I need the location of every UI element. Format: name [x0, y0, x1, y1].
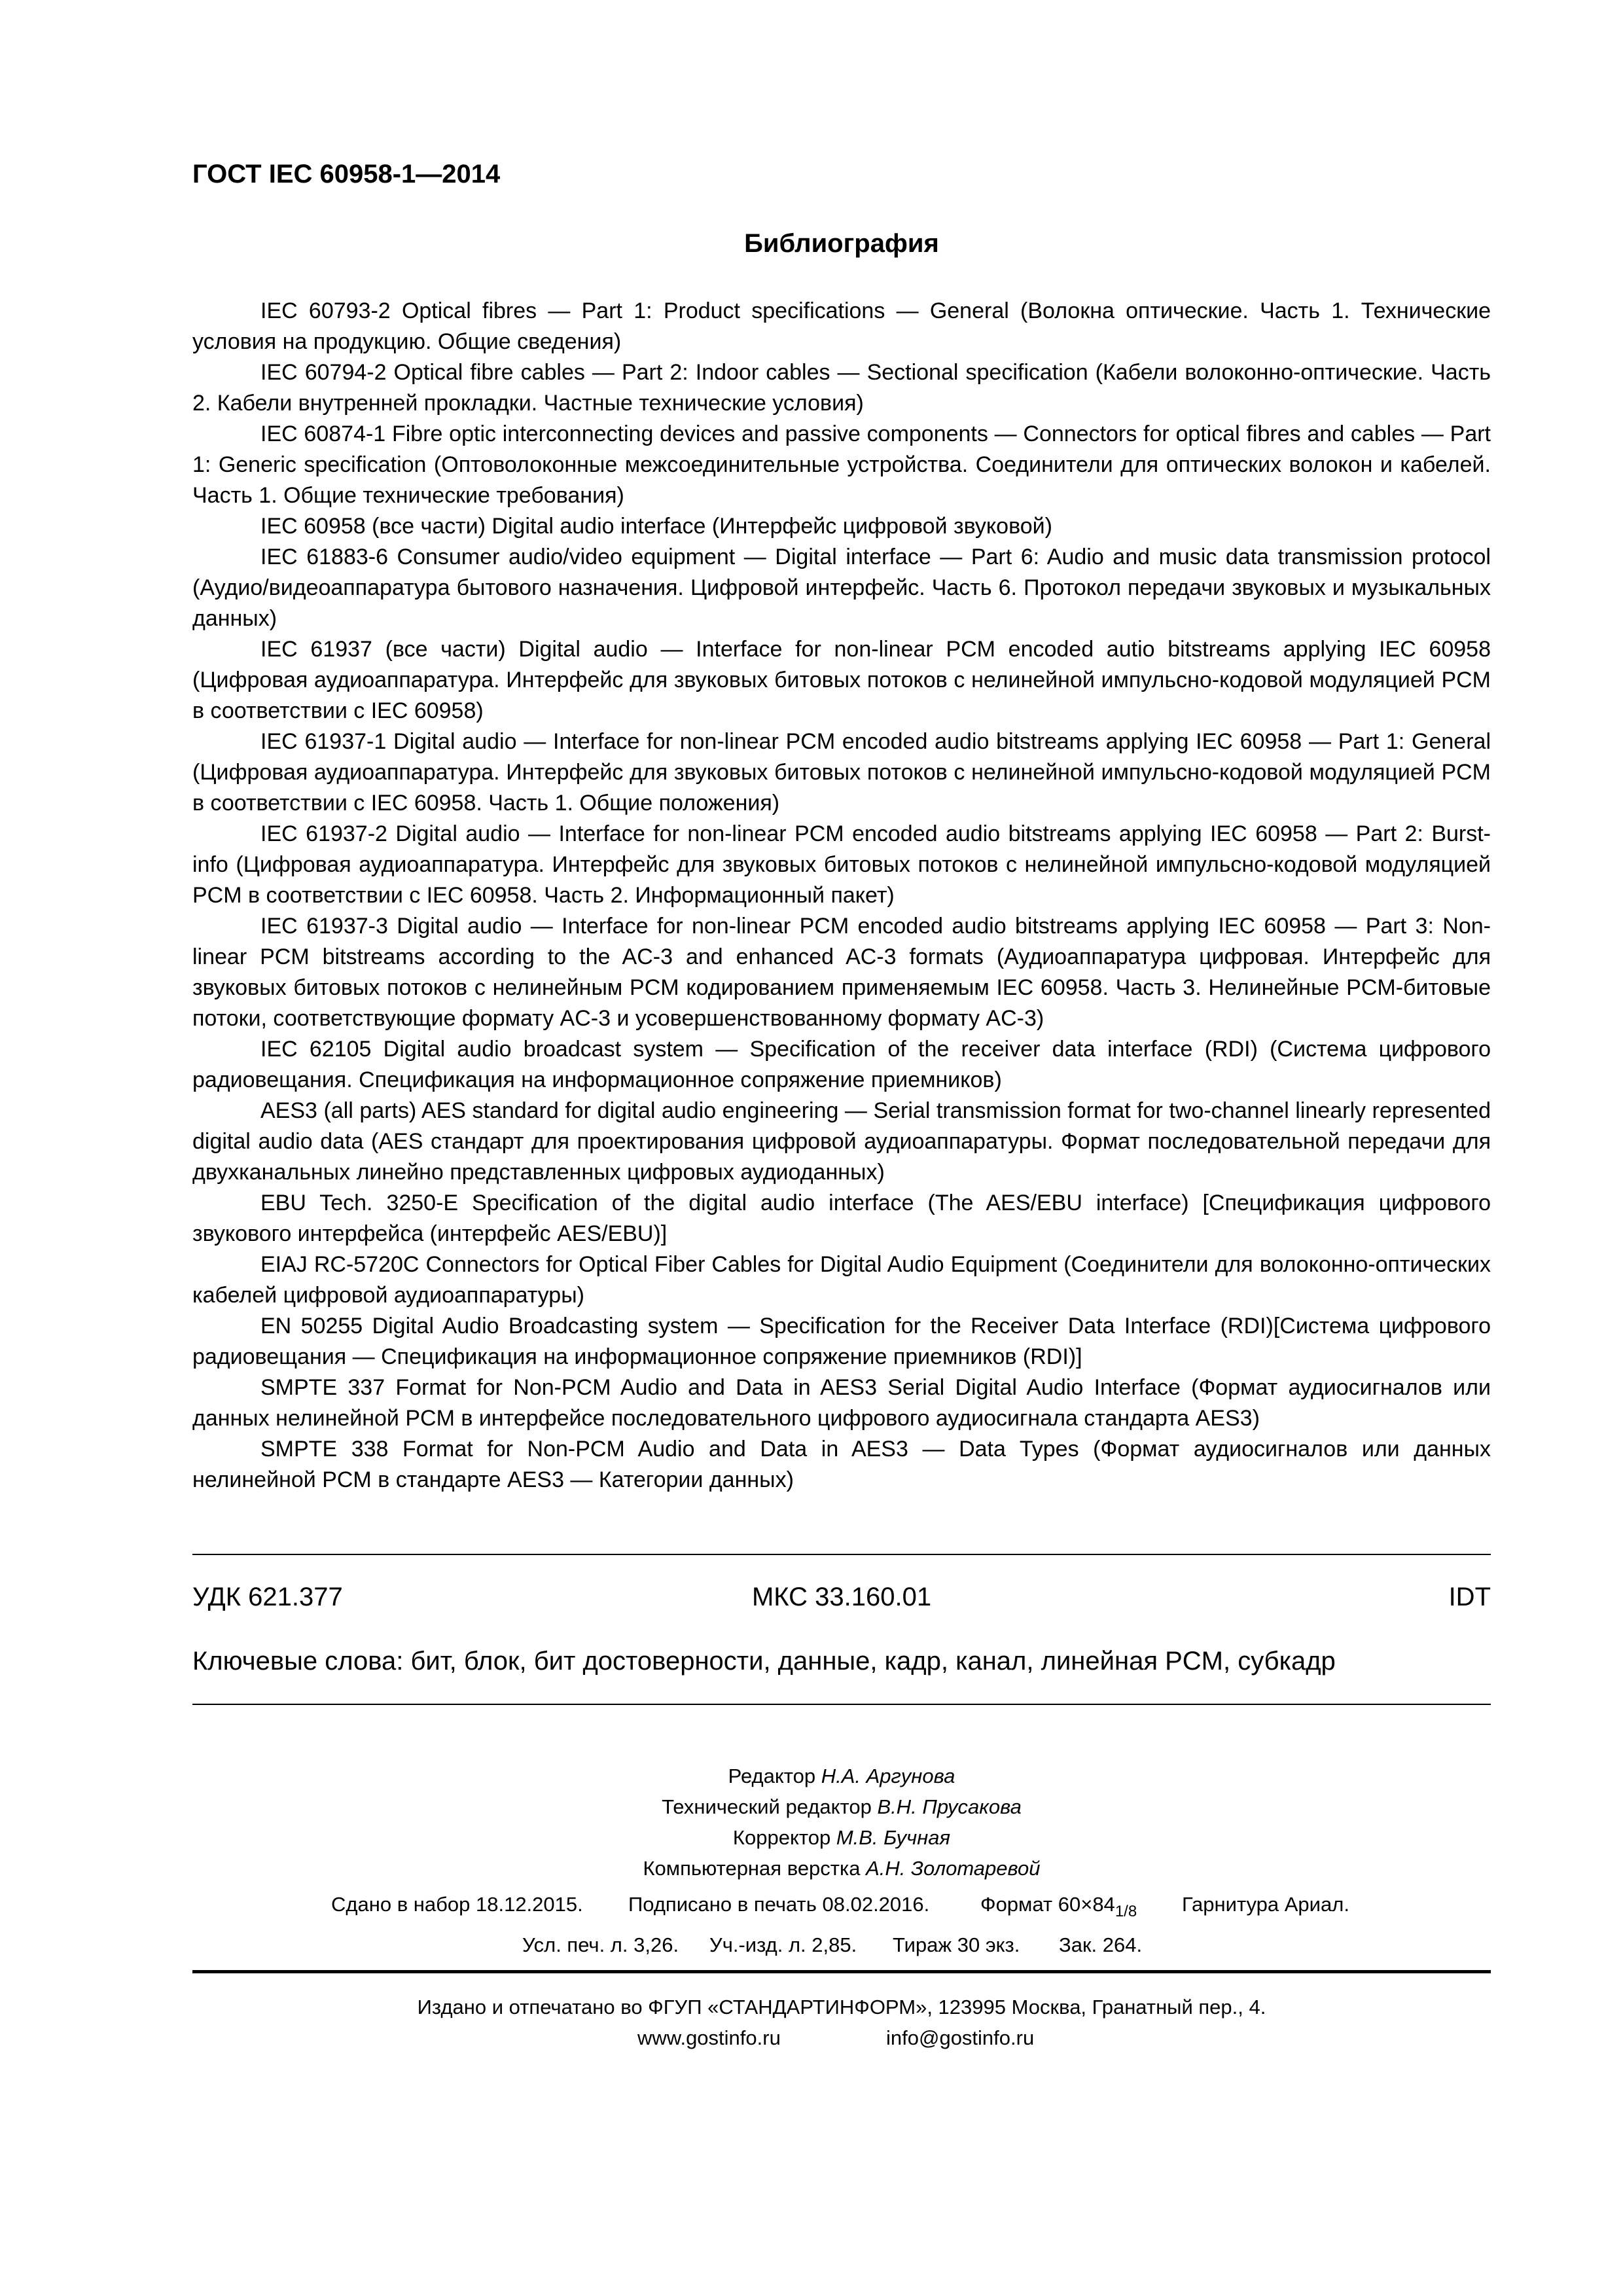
- divider-bottom: [192, 1970, 1491, 1973]
- bibliography-entry: IEC 60874-1 Fibre optic interconnecting devices and passive components — Connectors for optical fibres and cables — Part 1: Generic specification (Оптоволоконные межсоединительные устройства. Соединители для оптических волокон и кабелей. Часть 1. Общие технические требования): [192, 422, 1491, 508]
- editor-label: Редактор: [728, 1765, 816, 1787]
- bibliography-entry: IEC 60958 (все части) Digital audio interface (Интерфейс цифровой звуковой): [260, 514, 1052, 539]
- bibliography-entry: IEC 62105 Digital audio broadcast system — Specification of the receiver data interface (RDI) (Система цифрового радиовещания. Спецификация на информационное сопряжение приемников): [192, 1037, 1491, 1092]
- typeface: Гарнитура Ариал.: [1182, 1893, 1349, 1916]
- bibliography-entry: IEC 60793-2 Optical fibres — Part 1: Product specifications — General (Волокна оптические. Часть 1. Технические условия на продукцию. Общие сведения): [192, 298, 1491, 354]
- format-label: Формат 60×84: [980, 1893, 1115, 1916]
- bibliography-entry: SMPTE 337 Format for Non-PCM Audio and Data in AES3 Serial Digital Audio Interface (Формат аудиосигналов или данных нелинейной PCM в интерфейсе последовательного цифрового аудиосигнала стандарта AES3): [192, 1375, 1491, 1431]
- publisher-sheets: Уч.-изд. л. 2,85.: [709, 1933, 857, 1956]
- bibliography-entry: EIAJ RC-5720C Connectors for Optical Fiber Cables for Digital Audio Equipment (Соединители для волоконно-оптических кабелей цифровой аудиоаппаратуры): [192, 1252, 1491, 1308]
- bibliography-entry: IEC 61937 (все части) Digital audio — Interface for non-linear PCM encoded autio bitstreams applying IEC 60958 (Цифровая аудиоаппаратура. Интерфейс для звуковых битовых потоков с нелинейной импульсно-кодовой модуляцией PCM в соответствии с IEC 60958): [192, 637, 1491, 723]
- mks-code: МКС 33.160.01: [751, 1583, 932, 1611]
- format-fraction: 1/8: [1115, 1903, 1137, 1920]
- editor-name: Н.А. Аргунова: [821, 1765, 955, 1787]
- tech-editor-label: Технический редактор: [662, 1795, 872, 1818]
- publisher-website-link[interactable]: www.gostinfo.ru: [637, 2026, 781, 2049]
- order-number: Зак. 264.: [1059, 1933, 1143, 1956]
- udk-code: УДК 621.377: [192, 1583, 343, 1611]
- layout-label: Компьютерная верстка: [643, 1857, 861, 1880]
- publisher-block: [192, 1992, 1491, 2053]
- signed-date: Подписано в печать 08.02.2016.: [628, 1893, 930, 1916]
- typeset-date: Сдано в набор 18.12.2015.: [331, 1893, 583, 1916]
- bibliography-title: Библиография: [744, 229, 939, 258]
- tech-editor-name: В.Н. Прусакова: [877, 1795, 1022, 1818]
- credits-block: [192, 1761, 1491, 1884]
- bibliography-entry: AES3 (all parts) AES standard for digital audio engineering — Serial transmission format for two-channel linearly represented digital audio data (AES стандарт для проектирования цифровой аудиоаппаратуры. Формат последовательной передачи для двухканальных линейно представленных цифровых аудиоданных): [192, 1098, 1491, 1185]
- divider-middle: [192, 1704, 1491, 1705]
- bibliography-entry: IEC 61937-3 Digital audio — Interface for non-linear PCM encoded audio bitstreams applying IEC 60958 — Part 3: Non-linear PCM bitstreams according to the AC-3 and enhanced AC-3 formats (Аудиоаппаратура цифровая. Интерфейс для звуковых битовых потоков с нелинейным PCM кодированием применяемым IEC 60958. Часть 3. Нелинейные PCM-битовые потоки, соответствующие формату AC-3 и усовершенствованному формату AC-3): [192, 914, 1491, 1031]
- layout-name: А.Н. Золотаревой: [866, 1857, 1041, 1880]
- divider-top: [192, 1554, 1491, 1555]
- keywords-line: Ключевые слова: бит, блок, бит достоверности, данные, кадр, канал, линейная PCM, субкадр: [192, 1647, 1336, 1676]
- publisher-contacts: [192, 2022, 1491, 2053]
- bibliography-entry: EN 50255 Digital Audio Broadcasting system — Specification for the Receiver Data Interface (RDI)[Система цифрового радиовещания — Спецификация на информационное сопряжение приемников (RDI)]: [192, 1314, 1491, 1369]
- classification-row: [192, 1583, 1491, 1619]
- bibliography-entry: IEC 61937-2 Digital audio — Interface for non-linear PCM encoded audio bitstreams applying IEC 60958 — Part 2: Burst-info (Цифровая аудиоаппаратура. Интерфейс для звуковых битовых потоков с нелинейной импульсно-кодовой модуляцией PCM в соответствии с IEC 60958. Часть 2. Информационный пакет): [192, 821, 1491, 908]
- publisher-email-link[interactable]: info@gostinfo.ru: [886, 2026, 1035, 2049]
- bibliography-entry: IEC 61937-1 Digital audio — Interface for non-linear PCM encoded audio bitstreams applying IEC 60958 — Part 1: General (Цифровая аудиоаппаратура. Интерфейс для звуковых битовых потоков с нелинейной импульсно-кодовой модуляцией PCM в соответствии с IEC 60958. Часть 1. Общие положения): [192, 729, 1491, 816]
- circulation: Тираж 30 экз.: [893, 1933, 1020, 1956]
- bibliography-list: [192, 296, 1491, 1496]
- document-code: ГОСТ IEC 60958-1—2014: [192, 160, 501, 188]
- publisher-line: Издано и отпечатано во ФГУП «СТАНДАРТИНФОРМ», 123995 Москва, Гранатный пер., 4.: [417, 1996, 1266, 2018]
- tech-editor-line: [192, 1791, 1491, 1822]
- idt-label: IDT: [1448, 1583, 1491, 1611]
- proofreader-label: Корректор: [732, 1826, 831, 1849]
- print-sheets: Усл. печ. л. 3,26.: [522, 1933, 679, 1956]
- bibliography-entry: IEC 61883-6 Consumer audio/video equipment — Digital interface — Part 6: Audio and music data transmission protocol (Аудио/видеоаппаратура бытового назначения. Цифровой интерфейс. Часть 6. Протокол передачи звуковых и музыкальных данных): [192, 545, 1491, 631]
- bibliography-entry: SMPTE 338 Format for Non-PCM Audio and Data in AES3 — Data Types (Формат аудиосигналов или данных нелинейной PCM в стандарте AES3 — Категории данных): [192, 1437, 1491, 1492]
- proofreader-name: М.В. Бучная: [836, 1826, 951, 1849]
- editor-line: [192, 1761, 1491, 1791]
- bibliography-entry: EBU Tech. 3250-E Specification of the digital audio interface (The AES/EBU interface) [Спецификация цифрового звукового интерфейса (интерфейс AES/EBU)]: [192, 1191, 1491, 1246]
- proofreader-line: [192, 1822, 1491, 1853]
- layout-line: [192, 1853, 1491, 1884]
- paper-format: [980, 1893, 1137, 1921]
- bibliography-entry: IEC 60794-2 Optical fibre cables — Part 2: Indoor cables — Sectional specification (Кабели волоконно-оптические. Часть 2. Кабели внутренней прокладки. Частные технические условия): [192, 360, 1491, 416]
